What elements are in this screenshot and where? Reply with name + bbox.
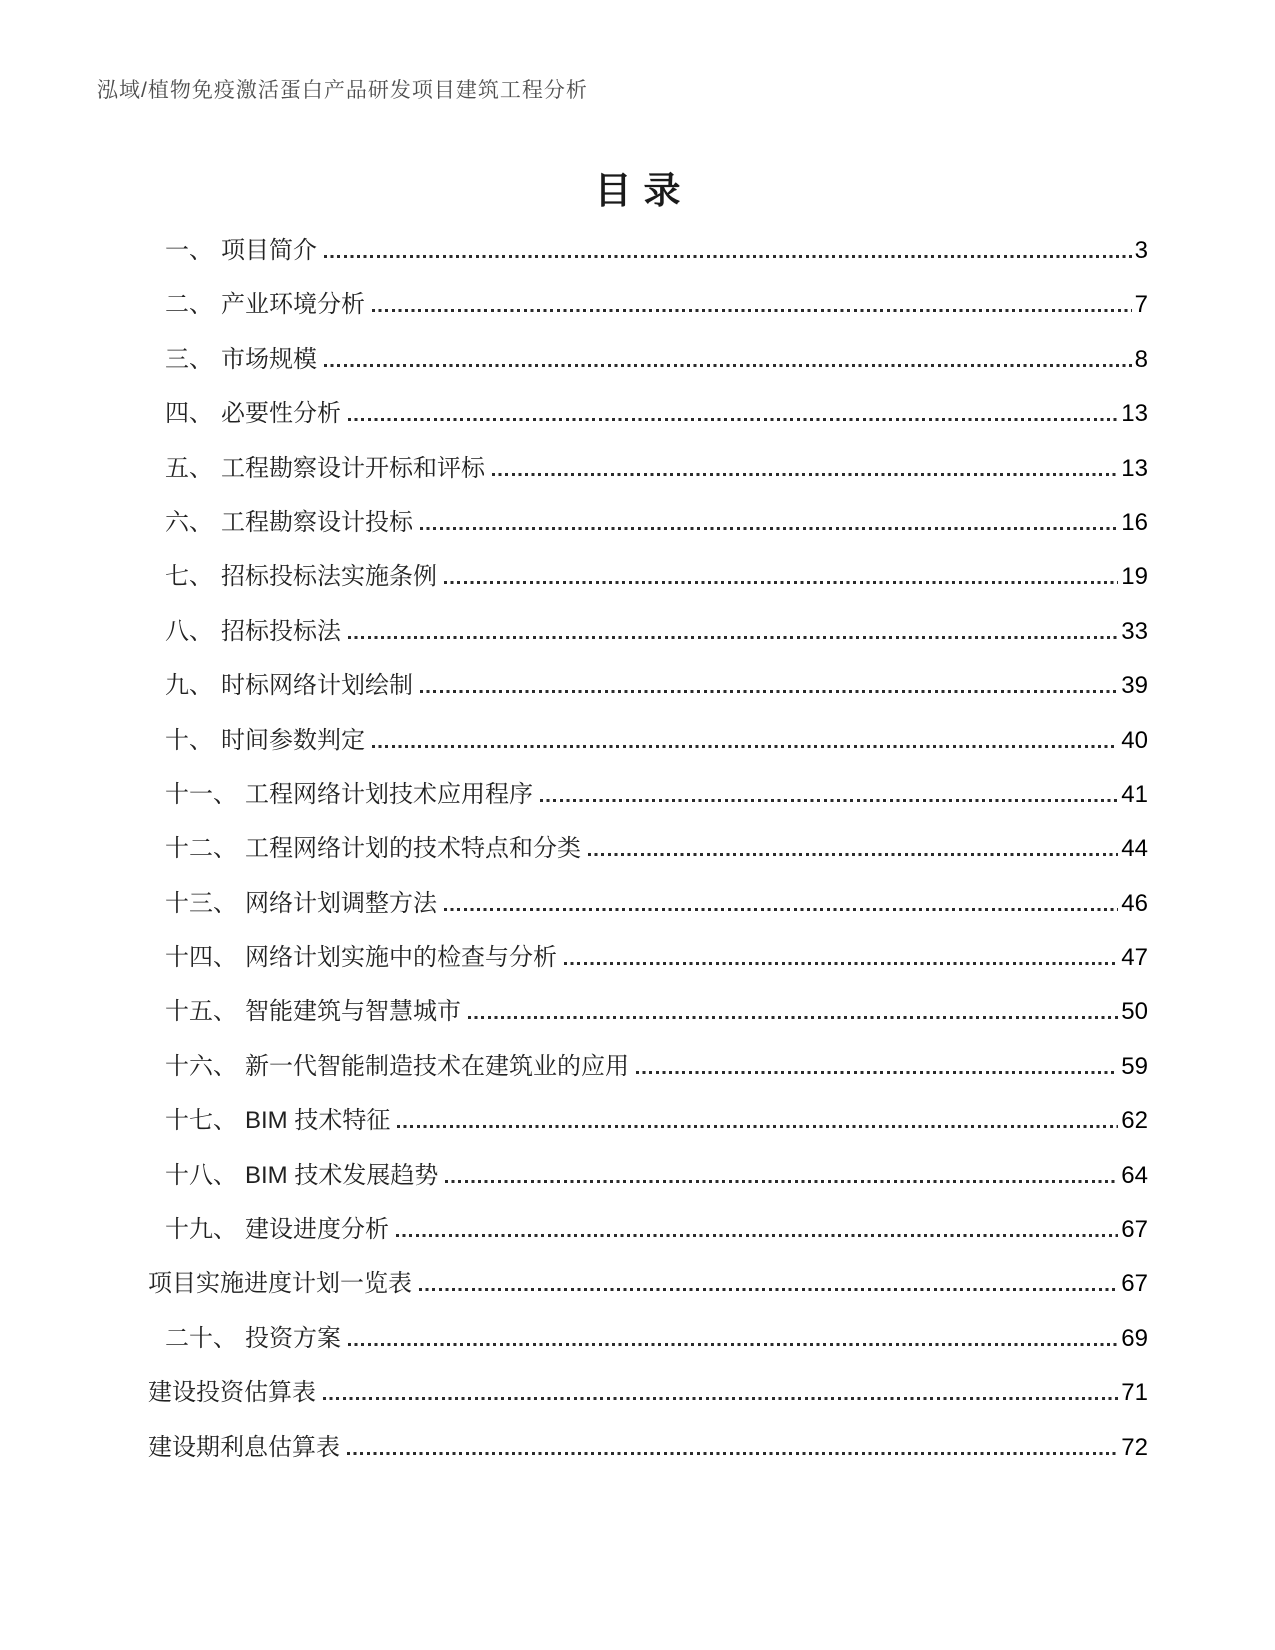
dot-leader — [420, 527, 1118, 530]
toc-entry-number: 五、 — [165, 454, 213, 482]
toc-entry-label: 产业环境分析 — [221, 291, 365, 319]
toc-entry-label: 新一代智能制造技术在建筑业的应用 — [245, 1052, 629, 1080]
toc-entry-number: 六、 — [165, 508, 213, 536]
dot-leader — [324, 364, 1132, 367]
toc-entry-page: 69 — [1121, 1324, 1148, 1352]
toc-entry-page: 62 — [1121, 1107, 1148, 1135]
toc-entry-number: 三、 — [165, 345, 213, 373]
toc-entry-label: 建设进度分析 — [245, 1216, 389, 1244]
toc-entry[interactable] — [148, 333, 1148, 387]
toc-entry-label: 网络计划实施中的检查与分析 — [245, 944, 557, 972]
dot-leader — [397, 1125, 1118, 1128]
dot-leader — [636, 1071, 1118, 1074]
dot-leader — [372, 745, 1118, 748]
toc-entry-page: 8 — [1134, 345, 1148, 373]
dot-leader — [348, 636, 1118, 639]
toc-entry-page: 41 — [1121, 780, 1148, 808]
toc-entry-label: 招标投标法 — [221, 617, 341, 645]
toc-entry-page: 50 — [1121, 998, 1148, 1026]
toc-entry[interactable] — [148, 387, 1148, 441]
dot-leader — [348, 418, 1118, 421]
toc-entry-number: 十、 — [165, 726, 213, 754]
toc-entry-page: 39 — [1121, 672, 1148, 700]
toc-entry-label: 市场规模 — [221, 345, 317, 373]
toc-list — [148, 224, 1148, 1475]
toc-entry-label: 智能建筑与智慧城市 — [245, 998, 461, 1026]
toc-entry-label: BIM 技术特征 — [245, 1107, 391, 1135]
toc-entry-label: 项目简介 — [221, 237, 317, 264]
toc-entry-page: 44 — [1121, 835, 1148, 863]
toc-entry[interactable] — [148, 714, 1148, 768]
dot-leader — [396, 1234, 1118, 1237]
toc-entry[interactable] — [148, 659, 1148, 713]
dot-leader — [372, 309, 1132, 312]
dot-leader — [420, 690, 1118, 693]
toc-entry-label: 必要性分析 — [221, 400, 341, 428]
toc-entry-number: 八、 — [165, 617, 213, 645]
toc-entry-label: 投资方案 — [245, 1324, 341, 1352]
toc-entry[interactable] — [148, 822, 1148, 876]
dot-leader — [492, 473, 1118, 476]
toc-title: 目录 — [594, 170, 693, 211]
toc-entry-page: 13 — [1121, 454, 1148, 482]
dot-leader — [564, 962, 1118, 965]
dot-leader — [468, 1016, 1118, 1019]
toc-entry-page: 72 — [1121, 1433, 1148, 1461]
dot-leader — [323, 1397, 1118, 1400]
dot-leader — [588, 853, 1118, 856]
toc-entry-number: 十七、 — [165, 1107, 237, 1135]
toc-entry[interactable] — [148, 1094, 1148, 1148]
toc-entry[interactable] — [148, 985, 1148, 1039]
toc-entry-number: 四、 — [165, 400, 213, 428]
toc-entry[interactable] — [148, 877, 1148, 931]
toc-entry-number: 十九、 — [165, 1216, 237, 1244]
dot-leader — [445, 1180, 1118, 1183]
toc-entry-label: 网络计划调整方法 — [245, 889, 437, 917]
toc-entry-label: 工程网络计划技术应用程序 — [245, 780, 533, 808]
dot-leader — [324, 255, 1132, 258]
dot-leader — [444, 908, 1118, 911]
toc-entry-number: 九、 — [165, 672, 213, 700]
toc-entry-page: 3 — [1134, 237, 1148, 264]
toc-entry-page: 7 — [1134, 291, 1148, 319]
toc-entry-page: 67 — [1121, 1270, 1148, 1298]
toc-entry-number: 十四、 — [165, 944, 237, 972]
toc-entry[interactable] — [148, 278, 1148, 332]
toc-entry-number: 二十、 — [165, 1324, 237, 1352]
toc-entry-page: 71 — [1121, 1379, 1148, 1407]
toc-entry[interactable] — [148, 1366, 1148, 1420]
toc-entry-label: 工程勘察设计开标和评标 — [221, 454, 485, 482]
dot-leader — [419, 1288, 1118, 1291]
toc-entry-page: 46 — [1121, 889, 1148, 917]
dot-leader — [540, 799, 1118, 802]
toc-entry-number: 十五、 — [165, 998, 237, 1026]
toc-entry[interactable] — [148, 768, 1148, 822]
document-header: 泓域/植物免疫激活蛋白产品研发项目建筑工程分析 — [97, 79, 588, 102]
toc-entry-page: 67 — [1121, 1216, 1148, 1244]
toc-entry-page: 47 — [1121, 944, 1148, 972]
toc-entry-label: 工程网络计划的技术特点和分类 — [245, 835, 581, 863]
toc-entry-page: 59 — [1121, 1052, 1148, 1080]
toc-entry[interactable] — [148, 1149, 1148, 1203]
toc-entry[interactable] — [148, 1040, 1148, 1094]
dot-leader — [348, 1343, 1118, 1346]
dot-leader — [347, 1452, 1118, 1455]
toc-entry-label: 建设投资估算表 — [148, 1379, 316, 1407]
toc-entry-number: 十二、 — [165, 835, 237, 863]
toc-entry[interactable] — [148, 442, 1148, 496]
toc-entry-number: 二、 — [165, 291, 213, 319]
toc-entry[interactable] — [148, 605, 1148, 659]
toc-entry-page: 13 — [1121, 400, 1148, 428]
toc-entry-number: 十三、 — [165, 889, 237, 917]
toc-entry[interactable] — [148, 1312, 1148, 1366]
toc-entry-number: 七、 — [165, 563, 213, 591]
toc-entry-number: 十八、 — [165, 1161, 237, 1189]
toc-entry-label: BIM 技术发展趋势 — [245, 1161, 439, 1189]
toc-entry[interactable] — [148, 1257, 1148, 1311]
toc-entry[interactable] — [148, 1203, 1148, 1257]
toc-entry-label: 时间参数判定 — [221, 726, 365, 754]
toc-entry[interactable] — [148, 224, 1148, 278]
toc-entry-page: 40 — [1121, 726, 1148, 754]
toc-entry-label: 项目实施进度计划一览表 — [148, 1270, 412, 1298]
toc-entry-label: 工程勘察设计投标 — [221, 508, 413, 536]
toc-entry-page: 19 — [1121, 563, 1148, 591]
toc-entry[interactable] — [148, 931, 1148, 985]
toc-entry[interactable] — [148, 496, 1148, 550]
toc-entry-number: 十六、 — [165, 1052, 237, 1080]
toc-entry-number: 一、 — [165, 237, 213, 264]
toc-entry-page: 33 — [1121, 617, 1148, 645]
toc-entry-label: 建设期利息估算表 — [148, 1433, 340, 1461]
dot-leader — [444, 581, 1118, 584]
toc-entry-label: 招标投标法实施条例 — [221, 563, 437, 591]
toc-entry[interactable] — [148, 1421, 1148, 1475]
toc-entry-number: 十一、 — [165, 780, 237, 808]
toc-entry[interactable] — [148, 550, 1148, 604]
toc-entry-page: 64 — [1121, 1161, 1148, 1189]
toc-entry-page: 16 — [1121, 508, 1148, 536]
toc-entry-label: 时标网络计划绘制 — [221, 672, 413, 700]
